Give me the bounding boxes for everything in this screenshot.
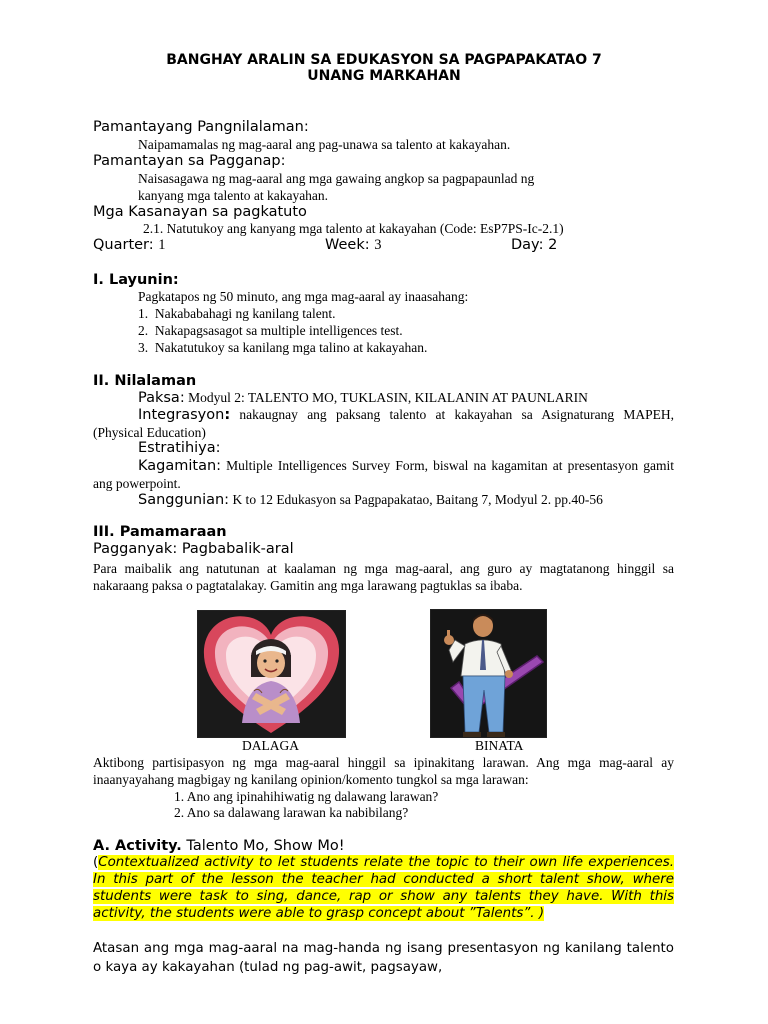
activity-instruction: Atasan ang mga mag-aaral na mag-handa ng isang presentasyon ng kanilang talento o kaya ay kakayahan (tulad ng pag-awit, pagsayaw,: [93, 941, 674, 975]
competency-text: 2.1. Natutukoy ang kanyang mga talento at kakayahan (Code: EsP7PS-Ic-2.1): [143, 221, 564, 236]
topic-line: [138, 389, 588, 407]
document-title-line2: UNANG MARKAHAN: [307, 68, 461, 84]
day-label: Day:: [511, 237, 544, 253]
activity-title: Talento Mo, Show Mo!: [181, 838, 345, 854]
thumbs-up-boy-illustration: [431, 610, 546, 737]
quarter-value: 1: [158, 237, 166, 253]
materials-text: Multiple Intelligences Survey Form, biswal na kagamitan at presentasyon gamit ang powerpoint.: [93, 458, 674, 491]
day-field: [511, 237, 557, 253]
procedure-heading: III. Pamamaraan: [93, 524, 227, 540]
integration-label: Integrasyon: [138, 407, 225, 423]
question-item: 2. Ano sa dalawang larawan ka nabibilang?: [174, 805, 409, 820]
knowledge-standard-text: Naipamamalas ng mag-aaral ang pag-unawa sa talento at kakayahan.: [138, 137, 511, 152]
dalaga-image: [197, 610, 346, 738]
topic-text: Modyul 2: TALENTO MO, TUKLASIN, KILALANIN AT PAUNLARIN: [184, 390, 588, 405]
content-heading: II. Nilalaman: [93, 373, 197, 389]
topic-label: Paksa:: [138, 390, 185, 406]
activity-heading-line: [93, 837, 345, 855]
document-title-line1: BANGHAY ARALIN SA EDUKASYON SA PAGPAPAKATAO 7: [166, 52, 602, 68]
reference-label: Sanggunian:: [138, 492, 230, 508]
competency-label: Mga Kasanayan sa pagkatuto: [93, 204, 307, 220]
performance-standard-label: Pamantayan sa Pagganap:: [93, 153, 286, 169]
binata-image: [430, 609, 547, 738]
dalaga-caption: DALAGA: [242, 738, 299, 753]
objectives-intro: Pagkatapos ng 50 minuto, ang mga mag-aaral ay inaasahang:: [138, 289, 469, 304]
reference-line: [138, 491, 603, 509]
objective-item: 1. Nakababahagi ng kanilang talent.: [138, 306, 336, 321]
activity-heading: A. Activity.: [93, 838, 182, 854]
materials-paragraph: [93, 457, 674, 492]
binata-caption: BINATA: [475, 738, 524, 753]
integration-text: nakaugnay ang paksang talento at kakayahan sa Asignaturang MAPEH, (Physical Education): [93, 407, 674, 440]
participation-paragraph: Aktibong partisipasyon ng mga mag-aaral hinggil sa ipinakitang larawan. Ang mga mag-aaral ay inaanyayahang magbigay ng kanilang opinion/komento tungkol sa mga larawan:: [93, 755, 674, 787]
reference-text: K to 12 Edukasyon sa Pagpapakatao, Baitang 7, Modyul 2. pp.40-56: [229, 492, 603, 507]
day-value: 2: [548, 237, 558, 253]
quarter-field: [93, 237, 166, 254]
activity-note: (Contextualized activity to let students relate the topic to their own life experiences. In this part of the lesson the teacher had conducted a short talent show, where students were task to sing, dance, rap or show any talents they have. With this activity, the students were able to grasp concept about ”Talents”. ): [93, 855, 674, 921]
motivation-label: Pagganyak: Pagbabalik-aral: [93, 541, 294, 557]
procedure-intro: Para maibalik ang natutunan at kaalaman ng mga mag-aaral, ang guro ay magtatanong hinggil sa nakaraang paksa o pagtatalakay. Gamitin ang mga larawang pagtuklas sa ibaba.: [93, 561, 674, 593]
materials-label: Kagamitan:: [138, 458, 222, 474]
performance-standard-line1: Naisasagawa ng mag-aaral ang mga gawaing angkop sa pagpapaunlad ng: [138, 171, 535, 186]
week-value: 3: [374, 237, 382, 253]
knowledge-standard-label: Pamantayang Pangnilalaman:: [93, 119, 309, 135]
highlighted-note: Contextualized activity to let students relate the topic to their own life experiences. In this part of the lesson the teacher had conducted a short talent show, where students were task to sing, dance, rap or show any talents they have. With this activity, the students were able to grasp concept about ”Talents”. ): [93, 855, 674, 921]
performance-standard-line2: kanyang mga talento at kakayahan.: [138, 188, 329, 203]
week-field: [325, 237, 381, 254]
objectives-heading: I. Layunin:: [93, 272, 179, 288]
objective-item: 3. Nakatutukoy sa kanilang mga talino at kakayahan.: [138, 340, 428, 355]
heart-girl-illustration: [198, 611, 345, 737]
quarter-label: Quarter:: [93, 237, 154, 253]
integration-paragraph: Integrasyon: nakaugnay ang paksang talento at kakayahan sa Asignaturang MAPEH, (Physical Education): [93, 407, 674, 440]
objective-item: 2. Nakapagsasagot sa multiple intelligences test.: [138, 323, 403, 338]
strategy-label: Estratihiya:: [138, 440, 221, 456]
question-item: 1. Ano ang ipinahihiwatig ng dalawang larawan?: [174, 789, 439, 804]
week-label: Week:: [325, 237, 370, 253]
